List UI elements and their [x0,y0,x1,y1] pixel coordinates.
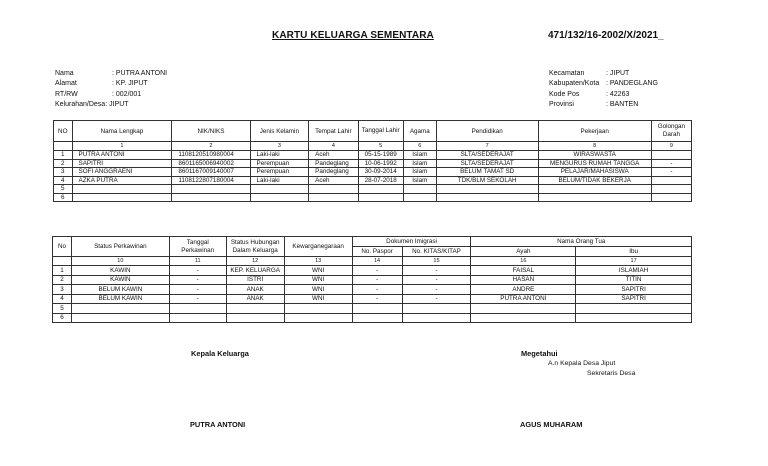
table-cell [538,193,651,202]
table-row [53,275,692,285]
col-header-pekerjaan: Pekerjaan [538,121,651,142]
col-header-ibu: Ibu [576,247,692,257]
table-row [53,304,692,314]
table-cell [358,185,403,194]
table-row [54,151,692,160]
col-header-tanggal-perkawinan: Tanggal Perkawinan [169,237,226,257]
table-cell: 1 [54,151,73,160]
info-row-kelurahan: Kelurahan/Desa : JIPUT [55,101,129,109]
table-cell: Islam [403,176,436,185]
col-header-status-hubungan: Status Hubungan Dalam Keluarga [226,237,284,257]
table-cell: BELUM TAMAT SD [436,168,538,177]
table-cell: ANAK [226,285,284,295]
table-row [53,294,692,304]
table-cell [538,185,651,194]
table-cell: Laki-laki [250,176,309,185]
table-row [54,185,692,194]
table-cell: MENGURUS RUMAH TANGGA [538,159,651,168]
table-cell: TITIN [576,275,692,285]
table-cell: KAWIN [71,275,169,285]
table-cell: Islam [403,159,436,168]
table-cell [436,185,538,194]
col-header-nama-orang-tua: Nama Orang Tua [471,237,692,247]
table-cell [471,304,576,314]
info-row-rtrw: RT/RW : 002/001 [55,90,142,98]
table-cell: Laki-laki [250,151,309,160]
table-row [54,159,692,168]
table-cell [309,185,358,194]
table-cell: WNI [284,275,352,285]
table-cell [352,313,402,323]
table-cell: - [352,294,402,304]
column-number-row: 10 11 12 13 14 15 16 17 [53,257,692,266]
table-cell: Perempuan [250,159,309,168]
table-cell: KAWIN [71,266,169,276]
table-cell: Islam [403,151,436,160]
table-cell: ISTRI [226,275,284,285]
table-cell [403,193,436,202]
table-cell: ANDRE [471,285,576,295]
table-cell [358,193,403,202]
table-cell: - [651,159,691,168]
table-cell: KEP. KELUARGA [226,266,284,276]
col-header-jenis-kelamin: Jenis Kelamin [250,121,309,142]
table-cell [284,304,352,314]
table-cell: Islam [403,168,436,177]
table-cell: SLTA/SEDERAJAT [436,159,538,168]
info-row-alamat: Alamat : KP. JIPUT [55,80,148,88]
table-cell: Aceh [309,151,358,160]
table-cell [576,304,692,314]
table-cell [172,193,250,202]
table-cell: WNI [284,266,352,276]
table-row [53,285,692,295]
table-cell: SLTA/SEDERAJAT [436,151,538,160]
col-header-no-kitas: No. KITAS/KITAP [402,247,471,257]
table-cell: 05-15-1989 [358,151,403,160]
table-cell: Pandeglang [309,168,358,177]
table-cell [72,193,172,202]
table-cell: 3 [53,285,72,295]
table-cell [169,304,226,314]
table-cell: BELUM KAWIN [71,285,169,295]
table-cell [402,304,471,314]
table-cell [172,185,250,194]
table-cell: 5 [53,304,72,314]
table-cell [576,313,692,323]
table-cell: Pandeglang [309,159,358,168]
table-row [54,176,692,185]
table-row [53,266,692,276]
table-row [54,193,692,202]
table-row [53,313,692,323]
table-cell [403,185,436,194]
signature-right-line1: A.n Kepala Desa Jiput [548,360,616,367]
table-cell: - [169,266,226,276]
family-members-table [53,120,692,202]
table-cell: Aceh [309,176,358,185]
table-cell [436,193,538,202]
table-cell: 10-06-1992 [358,159,403,168]
table-cell: BELUM/TIDAK BEKERJA [538,176,651,185]
document-title: KARTU KELUARGA SEMENTARA [272,30,434,41]
signature-right-line2: Sekretaris Desa [587,370,636,377]
table-cell: Perempuan [250,168,309,177]
col-header-kewarganegaraan: Kewarganegaraan [284,237,352,257]
table-cell: - [169,294,226,304]
signature-right-title: Megetahui [521,349,558,358]
table-cell: - [169,275,226,285]
table-cell [651,151,691,160]
table-cell [71,313,169,323]
table-cell: AZKA PUTRA [72,176,172,185]
table-cell [250,185,309,194]
table-cell: - [352,285,402,295]
col-header-golongan-darah: Golongan Darah [651,121,691,142]
table-cell: BELUM KAWIN [71,294,169,304]
info-row-nama: Nama : PUTRA ANTONI [55,70,168,77]
table-row [54,168,692,177]
col-header-agama: Agama [403,121,436,142]
table-cell: 5 [54,185,73,194]
table-cell: PUTRA ANTONI [471,294,576,304]
table-cell [471,313,576,323]
info-row-provinsi: Provinsi : BANTEN [549,101,639,109]
table-cell [651,185,691,194]
table-cell: - [402,275,471,285]
table-cell: HASAN [471,275,576,285]
table-cell: 2 [53,275,72,285]
info-row-kodepos: Kode Pos : 42263 [549,90,630,98]
table-cell: SAPITRI [576,285,692,295]
table-cell [651,193,691,202]
table-cell: SOFI ANGGRAENI [72,168,172,177]
table-cell [402,313,471,323]
table-cell: 28-07-2018 [358,176,403,185]
col-header-no-paspor: No. Paspor [352,247,402,257]
table-cell: WNI [284,285,352,295]
family-status-table [52,236,692,323]
col-header-dokumen-imigrasi: Dokumen Imigrasi [352,237,471,247]
table-cell: 2 [54,159,73,168]
table-cell: 6 [54,193,73,202]
family-info-left [55,69,167,111]
table-cell: PELAJAR/MAHASISWA [538,168,651,177]
table-cell: SAPITRI [72,159,172,168]
table-cell: - [352,266,402,276]
col-header-tempat-lahir: Tempat Lahir [309,121,358,142]
document-number: 471/132/16-2002/X/2021_ [548,30,664,41]
table-cell: ANAK [226,294,284,304]
table-cell [651,176,691,185]
table-cell [284,313,352,323]
info-row-kabupaten: Kabupaten/Kota : PANDEGLANG [549,80,658,88]
column-number-row: 1 2 3 4 5 6 7 8 9 [54,142,692,151]
table-cell: - [402,294,471,304]
table-cell [226,313,284,323]
table-cell [169,313,226,323]
table-cell: SAPITRI [576,294,692,304]
col-header-tanggal-lahir: Tanggal Lahir [358,121,403,142]
table-cell: FAISAL [471,266,576,276]
table-cell: - [169,285,226,295]
table-cell [250,193,309,202]
col-header-nama: Nama Lengkap [72,121,172,142]
table-cell: 3 [54,168,73,177]
signature-left-title: Kepala Keluarga [191,349,249,358]
table-cell [226,304,284,314]
table-cell: WIRASWASTA [538,151,651,160]
table-cell: PUTRA ANTONI [72,151,172,160]
table-cell: - [651,168,691,177]
col-header-no: No [53,237,72,257]
table-cell: - [402,285,471,295]
col-header-no: NO [54,121,73,142]
table-cell: 6 [53,313,72,323]
table-cell [71,304,169,314]
table-cell: 30-09-2014 [358,168,403,177]
table-cell: 4 [54,176,73,185]
table-cell: WNI [284,294,352,304]
table-cell [352,304,402,314]
table-cell: 4 [53,294,72,304]
table-cell [309,193,358,202]
table-cell: 1108120510980004 [172,151,250,160]
col-header-status-perkawinan: Status Perkawinan [71,237,169,257]
table-cell [72,185,172,194]
table-header-row [54,121,692,142]
col-header-ayah: Ayah [471,247,576,257]
table-cell: ISLAMIAH [576,266,692,276]
table-cell: 8601167009140007 [172,168,250,177]
table-cell: - [352,275,402,285]
family-info-right [549,69,658,111]
table-cell: 8601165006940002 [172,159,250,168]
table-cell: - [402,266,471,276]
info-row-kecamatan: Kecamatan : JIPUT [549,70,630,77]
signature-right-name: AGUS MUHARAM [520,420,583,429]
table-cell: 1108122807180004 [172,176,250,185]
table-cell: 1 [53,266,72,276]
col-header-nik: NIK/NIKS [172,121,250,142]
table-cell: TDK/BLM SEKOLAH [436,176,538,185]
col-header-pendidikan: Pendidikan [436,121,538,142]
signature-left-name: PUTRA ANTONI [190,420,246,429]
